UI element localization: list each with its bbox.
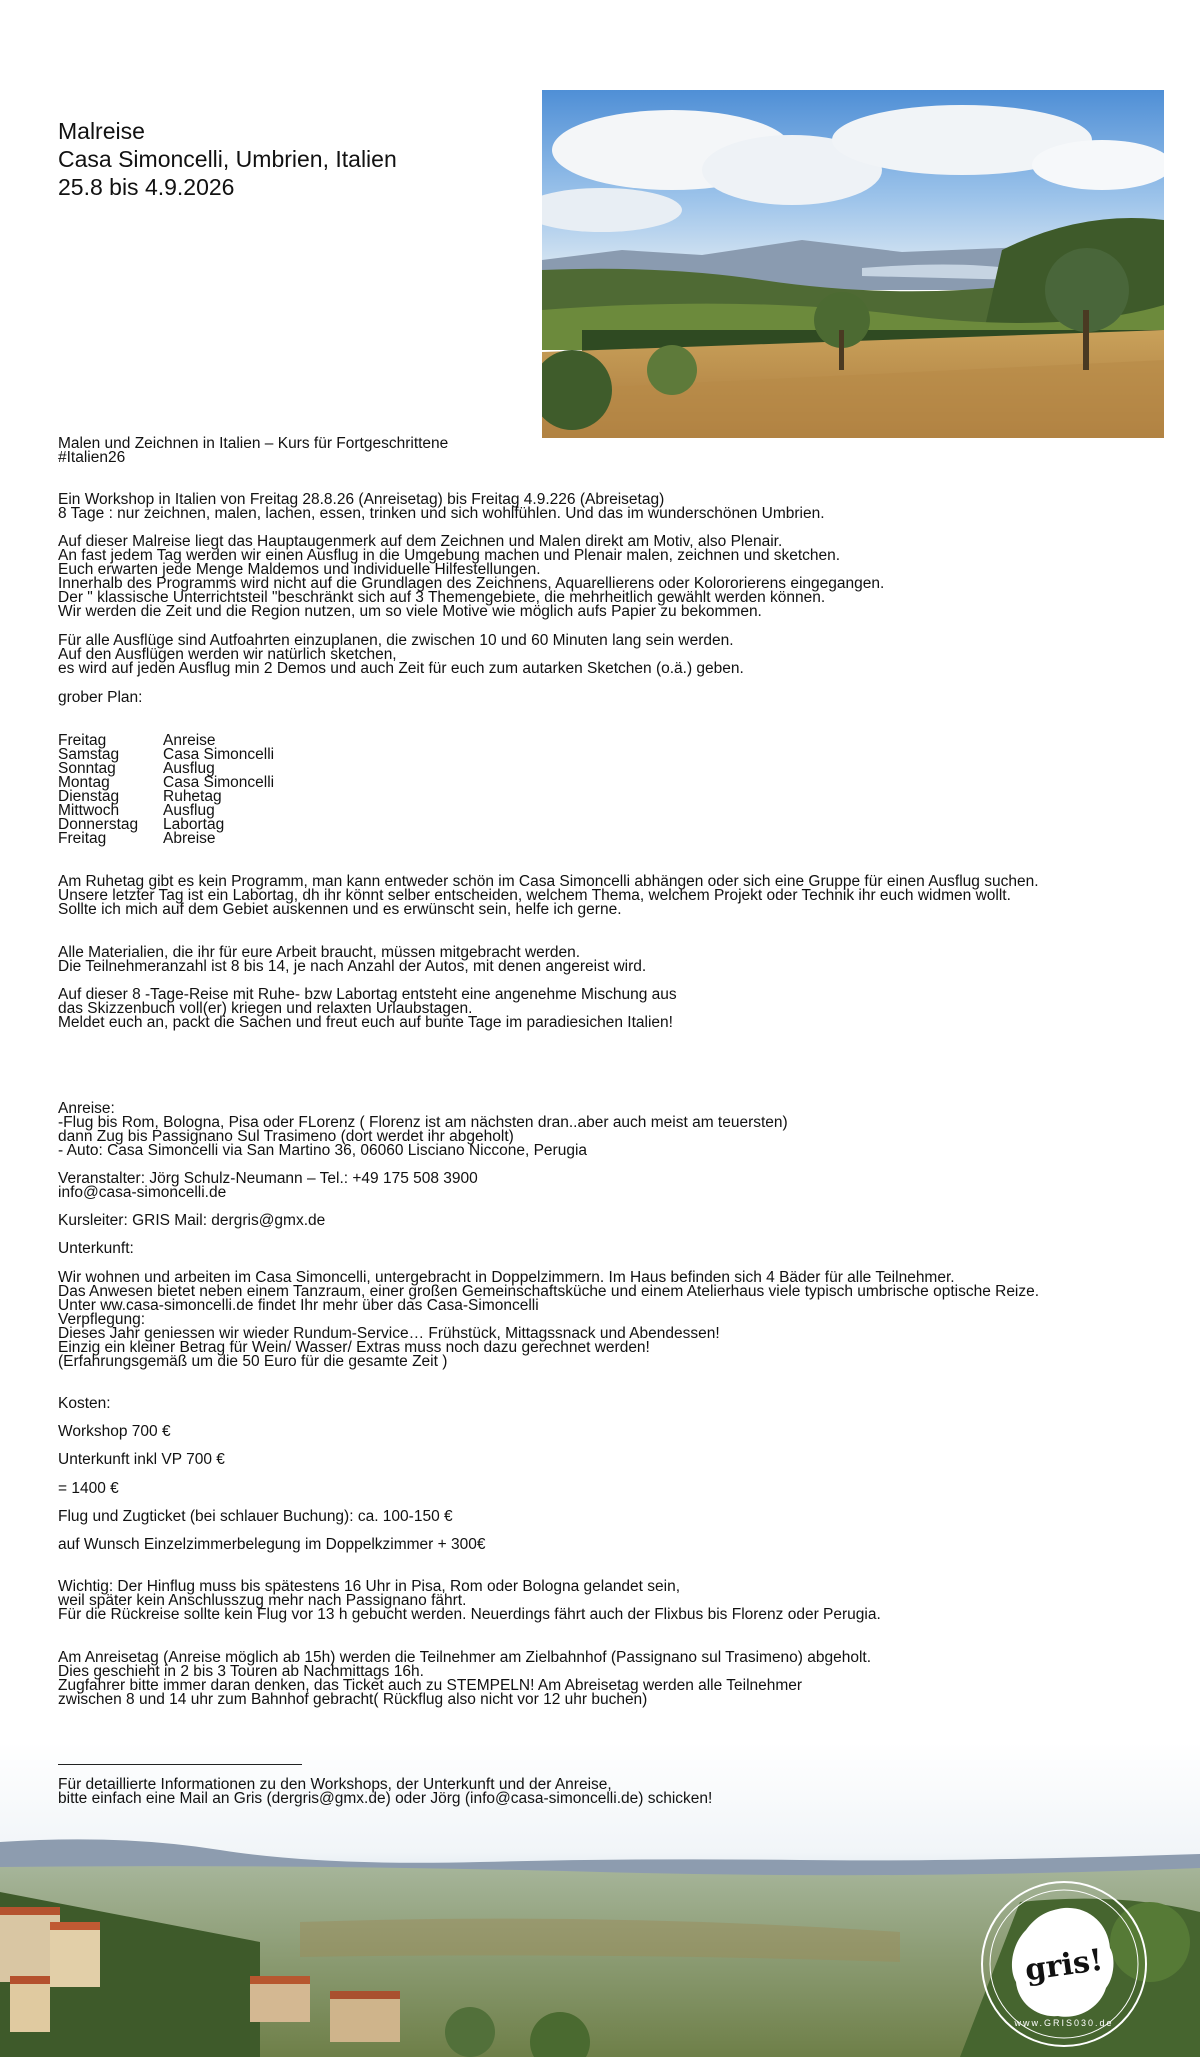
- arrival-line: dann Zug bis Passignano Sul Trasimeno (dort werdet ihr abgeholt): [58, 1128, 514, 1145]
- instructor-line: Kursleiter: GRIS Mail: dergris@gmx.de: [58, 1212, 326, 1229]
- title-line-2: Casa Simoncelli, Umbrien, Italien: [58, 146, 397, 172]
- accommodation-line: Das Anwesen bietet neben einem Tanzraum, einer großen Gemeinschaftsküche und einem Atelierhaus viele typisch umbrische optische Reize.: [58, 1283, 1040, 1300]
- organizer-email: info@casa-simoncelli.de: [58, 1184, 227, 1201]
- accommodation-line: Wir wohnen und arbeiten im Casa Simoncelli, untergebracht in Doppelzimmern. Im Haus befinden sich 4 Bäder für alle Teilnehmer.: [58, 1269, 955, 1286]
- trip-line: das Skizzenbuch voll(er) kriegen und relaxten Urlaubstagen.: [58, 1000, 473, 1017]
- schedule-day: Freitag: [58, 830, 107, 847]
- footer-line-2: bitte einfach eine Mail an Gris (dergris@gmx.de) oder Jörg (info@casa-simoncelli.de) schicken!: [58, 1790, 713, 1807]
- schedule-activity: Ausflug: [163, 760, 215, 777]
- cost-lodging: Unterkunft inkl VP 700 €: [58, 1451, 225, 1468]
- accommodation-line: Dieses Jahr geniessen wir wieder Rundum-Service… Frühstück, Mittagssnack und Abendessen!: [58, 1325, 720, 1342]
- materials-line: Alle Materialien, die ihr für eure Arbeit braucht, müssen mitgebracht werden.: [58, 944, 581, 961]
- schedule-day: Mittwoch: [58, 802, 120, 819]
- schedule-day: Freitag: [58, 732, 107, 749]
- footer-divider: [58, 1764, 302, 1765]
- focus-line: An fast jedem Tag werden wir einen Ausflug in die Umgebung machen und Plenair malen, zeichnen und sketchen.: [58, 547, 841, 564]
- schedule-activity: Ruhetag: [163, 788, 222, 805]
- accommodation-block: [58, 1271, 1178, 1369]
- important-line: weil später kein Anschlusszug mehr nach Passignano fährt.: [58, 1592, 467, 1609]
- cost-total: = 1400 €: [58, 1480, 119, 1497]
- accommodation-line: (Erfahrungsgemäß um die 50 Euro für die gesamte Zeit ): [58, 1353, 448, 1370]
- workshop-line-1: Ein Workshop in Italien von Freitag 28.8.26 (Anreisetag) bis Freitag 4.9.226 (Abreisetag): [58, 491, 665, 508]
- organizer-line: Veranstalter: Jörg Schulz-Neumann – Tel.: +49 175 508 3900: [58, 1170, 478, 1187]
- footer-line-1: Für detaillierte Informationen zu den Workshops, der Unterkunft und der Anreise,: [58, 1776, 612, 1793]
- excursions-block: [58, 634, 1178, 676]
- pickup-line: Zugfahrer bitte immer daran denken, das Ticket auch zu STEMPELN! Am Abreisetag werden alle Teilnehmer: [58, 1677, 803, 1694]
- materials-line: Die Teilnehmeranzahl ist 8 bis 14, je nach Anzahl der Autos, mit denen angereist wird.: [58, 958, 647, 975]
- focus-line: Euch erwarten jede Menge Maldemos und individuelle Hilfestellungen.: [58, 561, 541, 578]
- restday-line: Sollte ich mich auf dem Gebiet auskennen und es erwünscht sein, helfe ich gerne.: [58, 901, 622, 918]
- materials-block: [58, 946, 1178, 974]
- cost-workshop: Workshop 700 €: [58, 1423, 171, 1440]
- page-title: [58, 117, 397, 201]
- intro-hashtag: #Italien26: [58, 449, 126, 466]
- important-line: Wichtig: Der Hinflug muss bis spätestens 16 Uhr in Pisa, Rom oder Bologna gelandet sein,: [58, 1578, 681, 1595]
- schedule-day: Dienstag: [58, 788, 120, 805]
- intro-block: [58, 437, 1178, 465]
- schedule-activity: Casa Simoncelli: [163, 746, 275, 763]
- focus-line: Wir werden die Zeit und die Region nutzen, um so viele Motive wie möglich aufs Papier zu bekommen.: [58, 603, 762, 620]
- organizer-block: [58, 1172, 1178, 1200]
- schedule-activity: Casa Simoncelli: [163, 774, 275, 791]
- plan-heading: grober Plan:: [58, 689, 143, 706]
- restday-line: Unsere letzter Tag ist ein Labortag, dh ihr könnt selber entscheiden, welchem Thema, welchem Projekt oder Technik ihr euch widmen wollt.: [58, 887, 1011, 904]
- accommodation-line: Verpflegung:: [58, 1311, 146, 1328]
- restday-line: Am Ruhetag gibt es kein Programm, man kann entweder schön im Casa Simoncelli abhängen oder sich eine Gruppe für einen Ausflug suchen.: [58, 873, 1039, 890]
- accommodation-line: Einzig ein kleiner Betrag für Wein/ Wasser/ Extras muss noch dazu gerechnet werden!: [58, 1339, 650, 1356]
- schedule-day: Samstag: [58, 746, 120, 763]
- excursion-line: Auf den Ausflügen werden wir natürlich sketchen,: [58, 646, 397, 663]
- schedule-activity: Ausflug: [163, 802, 215, 819]
- pickup-line: zwischen 8 und 14 uhr zum Bahnhof gebracht( Rückflug also nicht vor 12 uhr buchen): [58, 1691, 648, 1708]
- pickup-block: [58, 1651, 1178, 1707]
- pickup-line: Am Anreisetag (Anreise möglich ab 15h) werden die Teilnehmer am Zielbahnhof (Passignano sul Trasimeno) abgeholt.: [58, 1649, 872, 1666]
- excursion-line: es wird auf jeden Ausflug min 2 Demos und auch Zeit für euch zum autarken Sketchen (o.ä.) geben.: [58, 660, 744, 677]
- accommodation-heading: Unterkunft:: [58, 1240, 134, 1257]
- excursion-line: Für alle Ausflüge sind Autfoahrten einzuplanen, die zwischen 10 und 60 Minuten lang sein werden.: [58, 632, 734, 649]
- schedule-day: Donnerstag: [58, 816, 139, 833]
- gris-logo: [978, 1878, 1150, 2050]
- schedule-day: Montag: [58, 774, 110, 791]
- trip-line: Auf dieser 8 -Tage-Reise mit Ruhe- bzw Labortag entsteht eine angenehme Mischung aus: [58, 986, 677, 1003]
- arrival-block: [58, 1102, 1178, 1158]
- arrival-heading: Anreise:: [58, 1100, 115, 1117]
- focus-line: Innerhalb des Programms wird nicht auf die Grundlagen des Zeichnens, Aquarellierens oder Kolororierens eingegangen.: [58, 575, 885, 592]
- hero-landscape-image: [542, 90, 1164, 438]
- workshop-block: [58, 493, 1178, 521]
- restday-block: [58, 875, 1178, 917]
- title-line-1: Malreise: [58, 118, 145, 144]
- logo-ring-text: www.GRIS030.de: [1014, 2018, 1114, 2028]
- schedule-day: Sonntag: [58, 760, 116, 777]
- schedule-activity: Anreise: [163, 732, 216, 749]
- trip-block: [58, 988, 1178, 1030]
- arrival-line: -Flug bis Rom, Bologna, Pisa oder FLorenz ( Florenz ist am nächsten dran..aber auch meist am teuersten): [58, 1114, 788, 1131]
- important-block: [58, 1580, 1178, 1622]
- focus-line: Auf dieser Malreise liegt das Hauptaugenmerk auf dem Zeichnen und Malen direkt am Motiv, also Plenair.: [58, 533, 783, 550]
- schedule-table: [58, 734, 274, 846]
- intro-course-title: Malen und Zeichnen in Italien – Kurs für Fortgeschrittene: [58, 435, 449, 452]
- title-line-3: 25.8 bis 4.9.2026: [58, 174, 235, 200]
- pickup-line: Dies geschieht in 2 bis 3 Touren ab Nachmittags 16h.: [58, 1663, 424, 1680]
- logo-wordmark: gris!: [1022, 1942, 1106, 1989]
- trip-line: Meldet euch an, packt die Sachen und freut euch auf bunte Tage im paradiesichen Italien!: [58, 1014, 673, 1031]
- arrival-line: - Auto: Casa Simoncelli via San Martino 36, 06060 Lisciano Niccone, Perugia: [58, 1142, 588, 1159]
- schedule-table-wrap: [58, 734, 274, 846]
- focus-line: Der " klassische Unterrichtsteil "beschränkt sich auf 3 Themengebiete, die mehrheitlich gewählt werden können.: [58, 589, 826, 606]
- footer-contact-block: [58, 1778, 712, 1806]
- schedule-activity: Labortag: [163, 816, 225, 833]
- workshop-line-2: 8 Tage : nur zeichnen, malen, lachen, essen, trinken und sich wohlfühlen. Und das im wunderschönen Umbrien.: [58, 505, 825, 522]
- schedule-activity: Abreise: [163, 830, 216, 847]
- focus-block: [58, 535, 1178, 619]
- costs-heading: Kosten:: [58, 1395, 111, 1412]
- schedule-row: [58, 832, 274, 846]
- cost-travel: Flug und Zugticket (bei schlauer Buchung): ca. 100-150 €: [58, 1508, 453, 1525]
- cost-single-room: auf Wunsch Einzelzimmerbelegung im Doppelkzimmer + 300€: [58, 1536, 486, 1553]
- accommodation-line: Unter ww.casa-simoncelli.de findet Ihr mehr über das Casa-Simoncelli: [58, 1297, 539, 1314]
- important-line: Für die Rückreise sollte kein Flug vor 13 h gebucht werden. Neuerdings fährt auch der Flixbus bis Florenz oder Perugia.: [58, 1606, 881, 1623]
